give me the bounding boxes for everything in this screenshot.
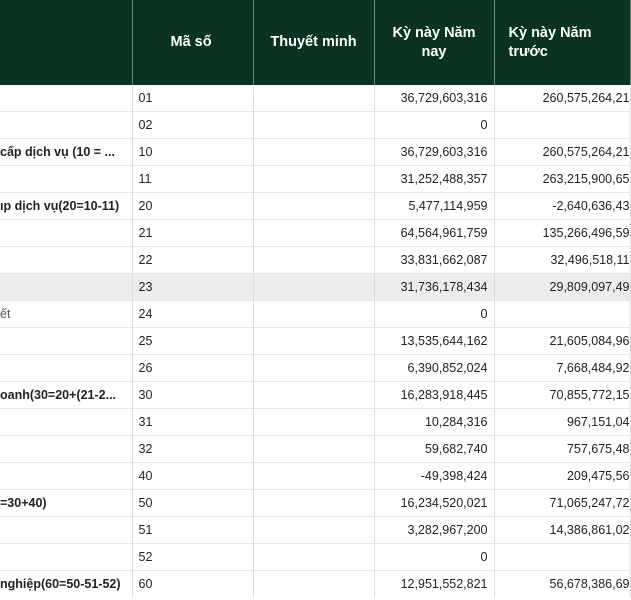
row-note <box>253 544 374 571</box>
row-current-value: 31,736,178,434 <box>374 274 494 301</box>
row-previous-value: -2,640,636,43 <box>494 193 630 220</box>
row-item-name <box>0 166 132 193</box>
row-previous-value: 29,809,097,49 <box>494 274 630 301</box>
row-note <box>253 220 374 247</box>
row-previous-value: 967,151,04 <box>494 409 630 436</box>
table-row[interactable] <box>0 436 630 463</box>
table-row[interactable] <box>0 220 630 247</box>
row-previous-value: 70,855,772,15 <box>494 382 630 409</box>
row-item-name <box>0 112 132 139</box>
row-note <box>253 382 374 409</box>
row-note <box>253 193 374 220</box>
table-row[interactable] <box>0 85 630 112</box>
row-current-value: 31,252,488,357 <box>374 166 494 193</box>
row-item-name <box>0 409 132 436</box>
row-code: 40 <box>132 463 253 490</box>
table-row[interactable] <box>0 274 630 301</box>
row-code: 24 <box>132 301 253 328</box>
header-previous-line2: trước <box>508 43 548 60</box>
row-current-value: 10,284,316 <box>374 409 494 436</box>
table-row[interactable] <box>0 544 630 571</box>
row-note <box>253 166 374 193</box>
row-code: 30 <box>132 382 253 409</box>
row-code: 60 <box>132 571 253 598</box>
row-current-value: 33,831,662,087 <box>374 247 494 274</box>
row-item-name <box>0 463 132 490</box>
header-previous-year <box>494 0 630 85</box>
table-row[interactable] <box>0 301 630 328</box>
row-note <box>253 112 374 139</box>
row-current-value: 5,477,114,959 <box>374 193 494 220</box>
row-current-value: 6,390,852,024 <box>374 355 494 382</box>
header-item-name <box>0 0 132 85</box>
row-item-name <box>0 247 132 274</box>
table-row[interactable] <box>0 571 630 598</box>
row-code: 22 <box>132 247 253 274</box>
row-code: 32 <box>132 436 253 463</box>
row-previous-value: 263,215,900,65 <box>494 166 630 193</box>
row-previous-value: 21,605,084,96 <box>494 328 630 355</box>
header-current-year <box>374 0 494 85</box>
header-current-line1: Kỳ này Năm <box>392 24 476 41</box>
row-previous-value: 71,065,247,72 <box>494 490 630 517</box>
row-current-value: 12,951,552,821 <box>374 571 494 598</box>
table-header-row <box>0 0 630 85</box>
row-current-value: 13,535,644,162 <box>374 328 494 355</box>
row-previous-value: 757,675,48 <box>494 436 630 463</box>
row-note <box>253 409 374 436</box>
table-row[interactable] <box>0 382 630 409</box>
row-previous-value: 32,496,518,11 <box>494 247 630 274</box>
table-body <box>0 85 630 597</box>
row-current-value: -49,398,424 <box>374 463 494 490</box>
row-item-name <box>0 355 132 382</box>
row-note <box>253 274 374 301</box>
table-row[interactable] <box>0 409 630 436</box>
row-code: 50 <box>132 490 253 517</box>
table-row[interactable] <box>0 139 630 166</box>
row-item-name: ết <box>0 301 132 328</box>
row-code: 25 <box>132 328 253 355</box>
row-code: 01 <box>132 85 253 112</box>
table-row[interactable] <box>0 517 630 544</box>
row-code: 02 <box>132 112 253 139</box>
row-note <box>253 463 374 490</box>
table-row[interactable] <box>0 328 630 355</box>
row-item-name: =30+40) <box>0 490 132 517</box>
row-previous-value <box>494 112 630 139</box>
row-previous-value <box>494 301 630 328</box>
row-code: 31 <box>132 409 253 436</box>
table-row[interactable] <box>0 490 630 517</box>
row-current-value: 0 <box>374 544 494 571</box>
header-code: Mã số <box>132 0 253 85</box>
header-previous-line1: Kỳ này Năm <box>508 24 592 41</box>
row-note <box>253 139 374 166</box>
row-code: 51 <box>132 517 253 544</box>
table-row[interactable] <box>0 463 630 490</box>
row-note <box>253 490 374 517</box>
row-current-value: 36,729,603,316 <box>374 139 494 166</box>
table-row[interactable] <box>0 166 630 193</box>
row-code: 20 <box>132 193 253 220</box>
row-item-name: nghiệp(60=50-51-52) <box>0 571 132 598</box>
row-previous-value: 56,678,386,69 <box>494 571 630 598</box>
row-item-name <box>0 85 132 112</box>
row-previous-value: 260,575,264,21 <box>494 85 630 112</box>
row-current-value: 3,282,967,200 <box>374 517 494 544</box>
row-item-name <box>0 220 132 247</box>
row-code: 21 <box>132 220 253 247</box>
row-item-name <box>0 328 132 355</box>
row-previous-value <box>494 544 630 571</box>
row-current-value: 64,564,961,759 <box>374 220 494 247</box>
row-item-name <box>0 436 132 463</box>
row-note <box>253 355 374 382</box>
table-row[interactable] <box>0 355 630 382</box>
row-item-name: ıp dịch vụ(20=10-11) <box>0 193 132 220</box>
row-code: 26 <box>132 355 253 382</box>
row-note <box>253 517 374 544</box>
row-note <box>253 328 374 355</box>
row-note <box>253 301 374 328</box>
row-code: 10 <box>132 139 253 166</box>
row-previous-value: 7,668,484,92 <box>494 355 630 382</box>
row-previous-value: 209,475,56 <box>494 463 630 490</box>
row-previous-value: 260,575,264,21 <box>494 139 630 166</box>
row-note <box>253 247 374 274</box>
table-row[interactable] <box>0 247 630 274</box>
row-item-name <box>0 517 132 544</box>
row-code: 23 <box>132 274 253 301</box>
row-code: 52 <box>132 544 253 571</box>
row-current-value: 16,283,918,445 <box>374 382 494 409</box>
row-item-name: cấp dịch vụ (10 = ... <box>0 139 132 166</box>
row-item-name: oanh(30=20+(21-2... <box>0 382 132 409</box>
row-previous-value: 14,386,861,02 <box>494 517 630 544</box>
table-row[interactable] <box>0 193 630 220</box>
row-note <box>253 85 374 112</box>
row-current-value: 36,729,603,316 <box>374 85 494 112</box>
row-note <box>253 436 374 463</box>
header-note: Thuyết minh <box>253 0 374 85</box>
row-item-name <box>0 544 132 571</box>
row-previous-value: 135,266,496,59 <box>494 220 630 247</box>
row-code: 11 <box>132 166 253 193</box>
table-row[interactable] <box>0 112 630 139</box>
row-item-name <box>0 274 132 301</box>
row-current-value: 59,682,740 <box>374 436 494 463</box>
row-note <box>253 571 374 598</box>
row-current-value: 0 <box>374 112 494 139</box>
header-current-line2: nay <box>421 43 447 60</box>
row-current-value: 0 <box>374 301 494 328</box>
row-current-value: 16,234,520,021 <box>374 490 494 517</box>
